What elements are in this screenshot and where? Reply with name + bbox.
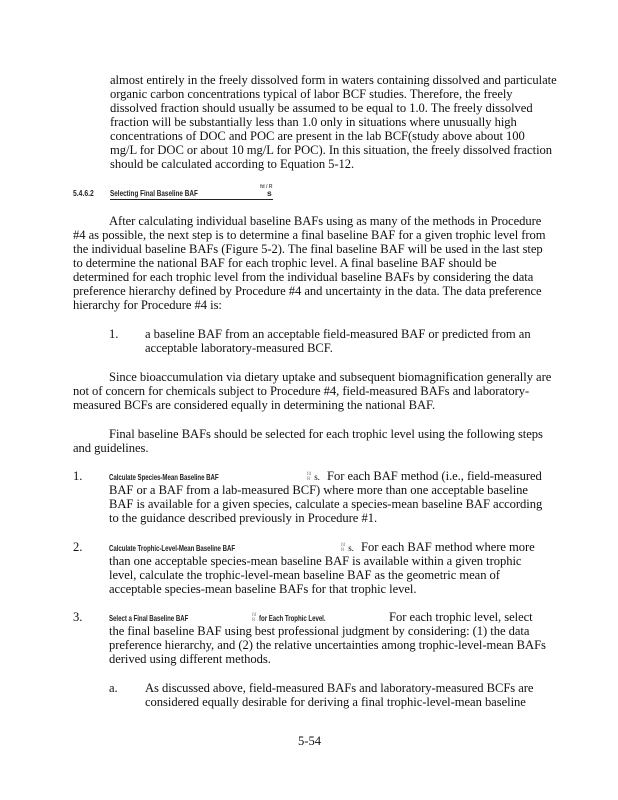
list-item-line: a baseline BAF from an acceptable field-measured BAF or predicted from an [145, 327, 531, 341]
step-heading: Calculate Species-Mean Baseline BAF [109, 472, 219, 482]
text-line: the final baseline BAF using best professional judgment by considering: (1) the data [109, 624, 530, 638]
text-line: not of concern for chemicals subject to Procedure #4, field-measured BAFs and laboratory- [73, 384, 530, 398]
text-line: dissolved fraction should usually be assumed to be equal to 1.0. The freely dissolved [110, 101, 533, 115]
text-line: For each trophic level, select [389, 610, 533, 624]
step-marker: 1. [73, 469, 83, 483]
text-line: #4 as possible, the next step is to determine a final baseline BAF for a given trophic level from [73, 228, 546, 242]
text-line: For each BAF method where more [361, 540, 535, 554]
text-line: the individual baseline BAFs (Figure 5-2). The final baseline BAF will be used in the last step [73, 242, 543, 256]
section-subscript: fd / R [260, 184, 273, 190]
text-line: As discussed above, field-measured BAFs and laboratory-measured BCFs are [145, 681, 534, 695]
text-line: BAF is available for a given species, calculate a species-mean baseline BAF according [109, 497, 543, 511]
text-line: preference hierarchy, and (2) the relative uncertainties among trophic-level-mean BAFs [109, 638, 546, 652]
text-line: to determine the national BAF for each trophic level. A final baseline BAF should be [73, 256, 497, 270]
text-line: Final baseline BAFs should be selected for each trophic level using the following steps [109, 427, 543, 441]
text-line: derived using different methods. [109, 652, 271, 666]
step-heading-suffix: s. [314, 472, 320, 482]
text-line: than one acceptable species-mean baseline BAF is available within a given trophic [109, 554, 522, 568]
subscript-fd-r: fd R [341, 543, 346, 554]
text-line: almost entirely in the freely dissolved form in waters containing dissolved and particulate [110, 73, 557, 87]
text-line: mg/L for DOC or about 10 mg/L for POC). In this situation, the freely dissolved fraction [110, 143, 553, 157]
text-line: hierarchy for Procedure #4 is: [73, 298, 222, 312]
list-item-line: acceptable laboratory-measured BCF. [145, 341, 333, 355]
subscript-fd-r: fd R [307, 472, 312, 483]
step-heading: Select a Final Baseline BAF [109, 613, 189, 623]
section-title: Selecting Final Baseline BAF [110, 188, 198, 198]
page-number: 5-54 [298, 734, 322, 748]
text-line: organic carbon concentrations typical of labor BCF studies. Therefore, the freely [110, 87, 513, 101]
text-line: measured BCFs are considered equally in determining the national BAF. [73, 398, 436, 412]
section-number: 5.4.6.2 [73, 188, 94, 198]
text-line: For each BAF method (i.e., field-measured [327, 469, 542, 483]
step-heading-suffix: s. [348, 543, 354, 553]
section-heading [73, 184, 373, 202]
step-heading: Calculate Trophic-Level-Mean Baseline BAF [109, 543, 236, 553]
section-suffix: s [267, 188, 272, 198]
text-line: concentrations of DOC and POC are present in the lab BCF(study above about 100 [110, 129, 525, 143]
list-marker: 1. [109, 327, 119, 341]
step-heading-suffix: for Each Trophic Level. [259, 613, 326, 623]
substep-marker: a. [109, 681, 118, 695]
section-underline [110, 199, 273, 200]
step-marker: 3. [73, 610, 83, 624]
step-marker: 2. [73, 540, 83, 554]
text-line: After calculating individual baseline BAFs using as many of the methods in Procedure [109, 214, 542, 228]
text-line: acceptable species-mean baseline BAFs for that trophic level. [109, 582, 417, 596]
text-line: BAF or a BAF from a lab-measured BCF) where more than one acceptable baseline [109, 483, 528, 497]
text-line: and guidelines. [73, 441, 149, 455]
text-line: preference hierarchy defined by Procedure #4 and uncertainty in the data. The data preference [73, 284, 542, 298]
text-line: should be calculated according to Equation 5-12. [110, 157, 355, 171]
text-line: to the guidance described previously in Procedure #1. [109, 511, 378, 525]
text-line: Since bioaccumulation via dietary uptake and subsequent biomagnification generally are [109, 370, 552, 384]
subscript-fd-r: fd R [252, 613, 257, 624]
text-line: considered equally desirable for deriving a final trophic-level-mean baseline [145, 695, 526, 709]
text-line: determined for each trophic level from the individual baseline BAFs by considering the data [73, 270, 534, 284]
text-line: level, calculate the trophic-level-mean baseline BAF as the geometric mean of [109, 568, 500, 582]
text-line: fraction will be substantially less than 1.0 only in situations where unusually high [110, 115, 517, 129]
